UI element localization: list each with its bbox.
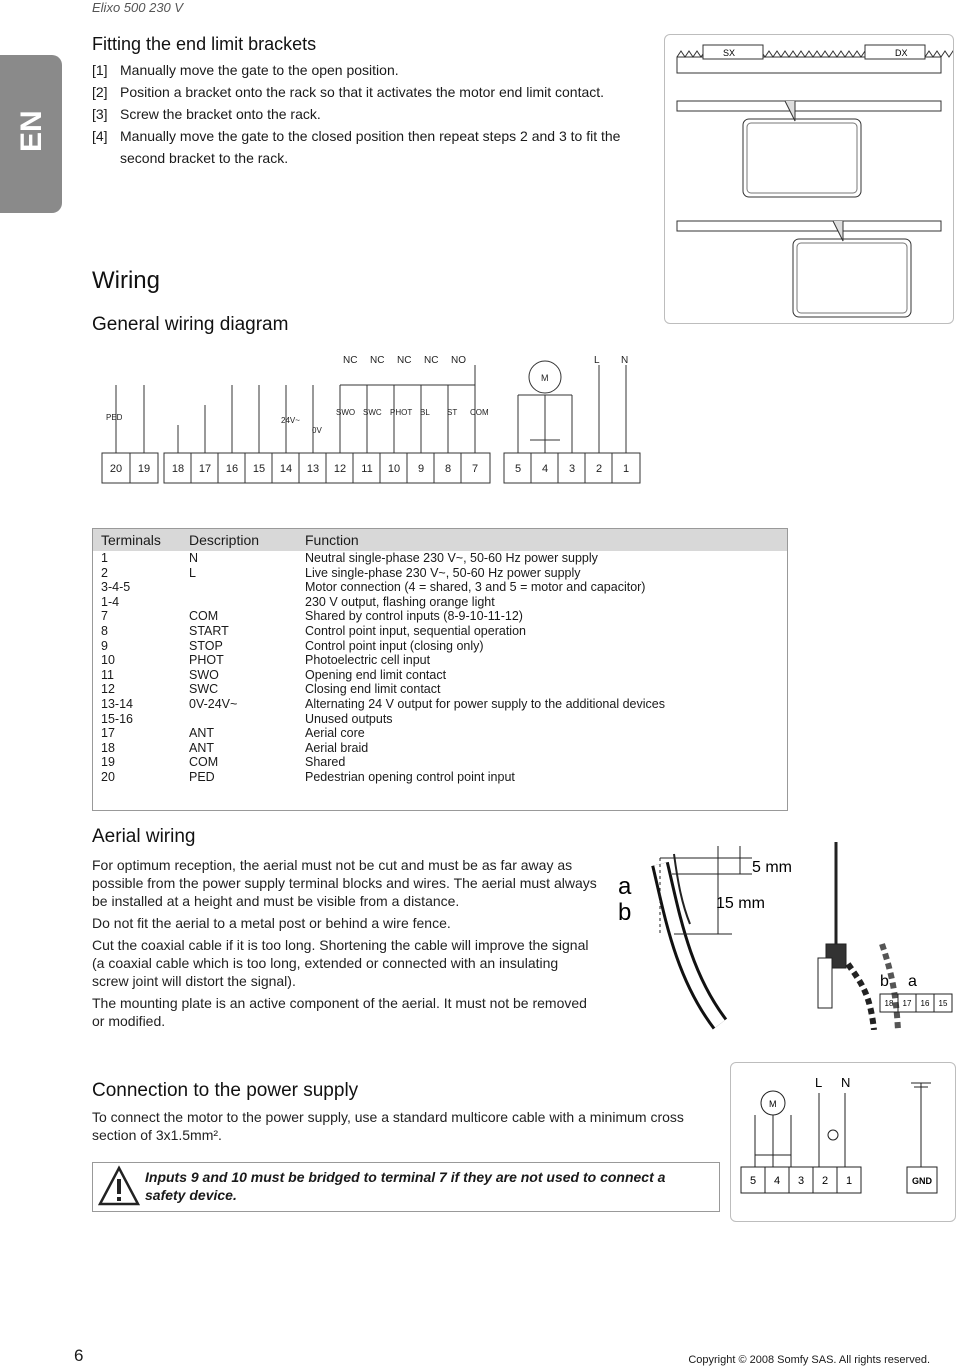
page-number: 6 xyxy=(74,1346,84,1365)
input-label: PHOT xyxy=(390,408,413,417)
dimension-small: 5 mm xyxy=(752,859,792,876)
power-title: Connection to the power supply xyxy=(92,1080,359,1101)
step-item: [3] Screw the bracket onto the rack. xyxy=(92,106,321,122)
aerial-title: Aerial wiring xyxy=(92,826,196,847)
aerial-paragraph: Cut the coaxial cable if it is too long. Shortening the cable will improve the signal (a coaxial cable which is too long, extended or connected with an insulating screw joint will distort the signal). xyxy=(92,937,589,989)
terminal-number: 9 xyxy=(417,463,425,475)
terminal-number: 4 xyxy=(541,463,549,475)
contact-type: NC xyxy=(370,355,385,366)
terminal-number: 18 xyxy=(171,463,185,475)
terminal-number: 1 xyxy=(622,463,630,475)
terminal-number: 8 xyxy=(444,463,452,475)
terminal-number: 7 xyxy=(471,463,479,475)
terminals-table xyxy=(92,528,788,811)
terminal-number: 16 xyxy=(225,463,239,475)
aerial-paragraph: The mounting plate is an active component of the aerial. It must not be removed or modified. xyxy=(92,995,587,1029)
terminal-number: 14 xyxy=(279,463,293,475)
table-row: 9 STOP Control point input (closing only) xyxy=(101,638,484,653)
contact-type: NC xyxy=(424,355,439,366)
table-row: 8 START Control point input, sequential operation xyxy=(101,623,526,638)
wiring-title: Wiring xyxy=(92,267,161,294)
input-label: 0V xyxy=(312,426,322,435)
wiring-diagram xyxy=(100,345,652,495)
terminal-number: 5 xyxy=(749,1175,757,1187)
aerial-label-a: a xyxy=(908,973,917,990)
language-tab-label: EN xyxy=(15,110,48,152)
table-row: 15-16 Unused outputs xyxy=(101,711,393,726)
power-section xyxy=(92,1080,712,1144)
aerial-section xyxy=(92,826,598,1030)
table-header: Function xyxy=(297,529,787,551)
terminal-number: 17 xyxy=(198,463,212,475)
table-row: 17 ANT Aerial core xyxy=(101,726,365,741)
contact-type: NC xyxy=(343,355,358,366)
step-item: [4] Manually move the gate to the closed position then repeat steps 2 and 3 to fit the second bracket to the rack. xyxy=(92,128,621,166)
warning-box xyxy=(92,1162,720,1212)
language-tab xyxy=(0,55,62,213)
table-row: 1-4 230 V output, flashing orange light xyxy=(101,594,495,609)
table-row: 7 COM Shared by control inputs (8-9-10-11-12) xyxy=(101,609,523,624)
aerial-label-b: b xyxy=(880,973,889,990)
motor-label: M xyxy=(769,1099,777,1109)
warning-text: Inputs 9 and 10 must be bridged to terminal 7 if they are not used to connect a safety device. xyxy=(145,1169,666,1203)
dimension-large: 15 mm xyxy=(716,895,765,912)
dx-label: DX xyxy=(895,48,908,58)
terminal-number: 4 xyxy=(773,1175,781,1187)
table-row: 20 PED Pedestrian opening control point input xyxy=(101,769,515,784)
input-label: SWO xyxy=(336,408,356,417)
table-row: 13-14 0V-24V~ Alternating 24 V output for power supply to the additional devices xyxy=(101,696,665,711)
step-item: [2] Position a bracket onto the rack so that it activates the motor end limit contact. xyxy=(92,84,605,100)
power-text: To connect the motor to the power supply, use a standard multicore cable with a minimum cross section of 3x1.5mm². xyxy=(92,1109,684,1143)
aerial-label-a: a xyxy=(618,873,632,900)
power-figure xyxy=(730,1062,956,1222)
terminal-number: 17 xyxy=(902,999,912,1008)
terminal-number: 10 xyxy=(387,463,401,475)
terminal-number: 13 xyxy=(306,463,320,475)
wiring-subtitle: General wiring diagram xyxy=(92,314,289,335)
terminal-number: 15 xyxy=(938,999,948,1008)
terminal-number: 20 xyxy=(109,463,123,475)
aerial-paragraph: For optimum reception, the aerial must not be cut and must be as far away as possible from the power supply terminal blocks and wires. The aerial must always be installed at a height and must be visible from a distance. xyxy=(92,857,597,909)
aerial-paragraph: Do not fit the aerial to a metal post or behind a wire fence. xyxy=(92,915,451,931)
supply-label: L xyxy=(594,355,600,366)
end-limit-figure xyxy=(664,34,954,324)
aerial-label-b: b xyxy=(618,899,632,926)
contact-type: NO xyxy=(451,355,466,366)
terminal-number: 18 xyxy=(884,999,894,1008)
input-label: BL xyxy=(420,408,430,417)
supply-label: N xyxy=(621,355,629,366)
end-limit-title: Fitting the end limit brackets xyxy=(92,34,317,54)
supply-label: N xyxy=(841,1075,851,1090)
input-label: COM xyxy=(470,408,489,417)
terminal-number: 3 xyxy=(797,1175,805,1187)
terminal-number: 16 xyxy=(920,999,930,1008)
warning-icon xyxy=(97,1165,141,1207)
table-row: 18 ANT Aerial braid xyxy=(101,740,369,755)
aerial-figure xyxy=(612,834,956,1030)
document-header: Elixo 500 230 V xyxy=(92,0,184,15)
table-row: 11 SWO Opening end limit contact xyxy=(101,667,447,682)
table-row: 1 N Neutral single-phase 230 V~, 50-60 Hz power supply xyxy=(101,551,598,565)
gnd-label: GND xyxy=(912,1176,932,1186)
terminal-number: 3 xyxy=(568,463,576,475)
table-row: 12 SWC Closing end limit contact xyxy=(101,682,441,697)
input-label: SWC xyxy=(363,408,382,417)
terminal-number: 11 xyxy=(361,463,373,475)
terminal-number: 15 xyxy=(252,463,266,475)
table-row: 3-4-5 Motor connection (4 = shared, 3 and 5 = motor and capacitor) xyxy=(101,580,646,595)
terminal-number: 2 xyxy=(821,1175,829,1187)
motor-label: M xyxy=(541,373,549,383)
table-header: Description xyxy=(181,529,297,551)
input-label: 24V~ xyxy=(281,416,300,425)
terminal-number: 19 xyxy=(137,463,151,475)
step-item: [1] Manually move the gate to the open position. xyxy=(92,62,399,78)
table-row: 2 L Live single-phase 230 V~, 50-60 Hz power supply xyxy=(101,565,581,580)
supply-label: L xyxy=(815,1075,823,1090)
end-limit-section xyxy=(92,34,652,169)
table-header: Terminals xyxy=(93,529,181,551)
table-row: 19 COM Shared xyxy=(101,755,346,770)
input-label: ST xyxy=(447,408,458,417)
sx-label: SX xyxy=(723,48,736,58)
terminal-number: 2 xyxy=(595,463,603,475)
table-row: 10 PHOT Photoelectric cell input xyxy=(101,653,431,668)
terminal-number: 1 xyxy=(845,1175,853,1187)
input-label: PED xyxy=(106,413,123,422)
contact-type: NC xyxy=(397,355,412,366)
terminal-number: 12 xyxy=(333,463,347,475)
copyright: Copyright © 2008 Somfy SAS. All rights reserved. xyxy=(688,1354,930,1366)
terminal-number: 5 xyxy=(514,463,522,475)
